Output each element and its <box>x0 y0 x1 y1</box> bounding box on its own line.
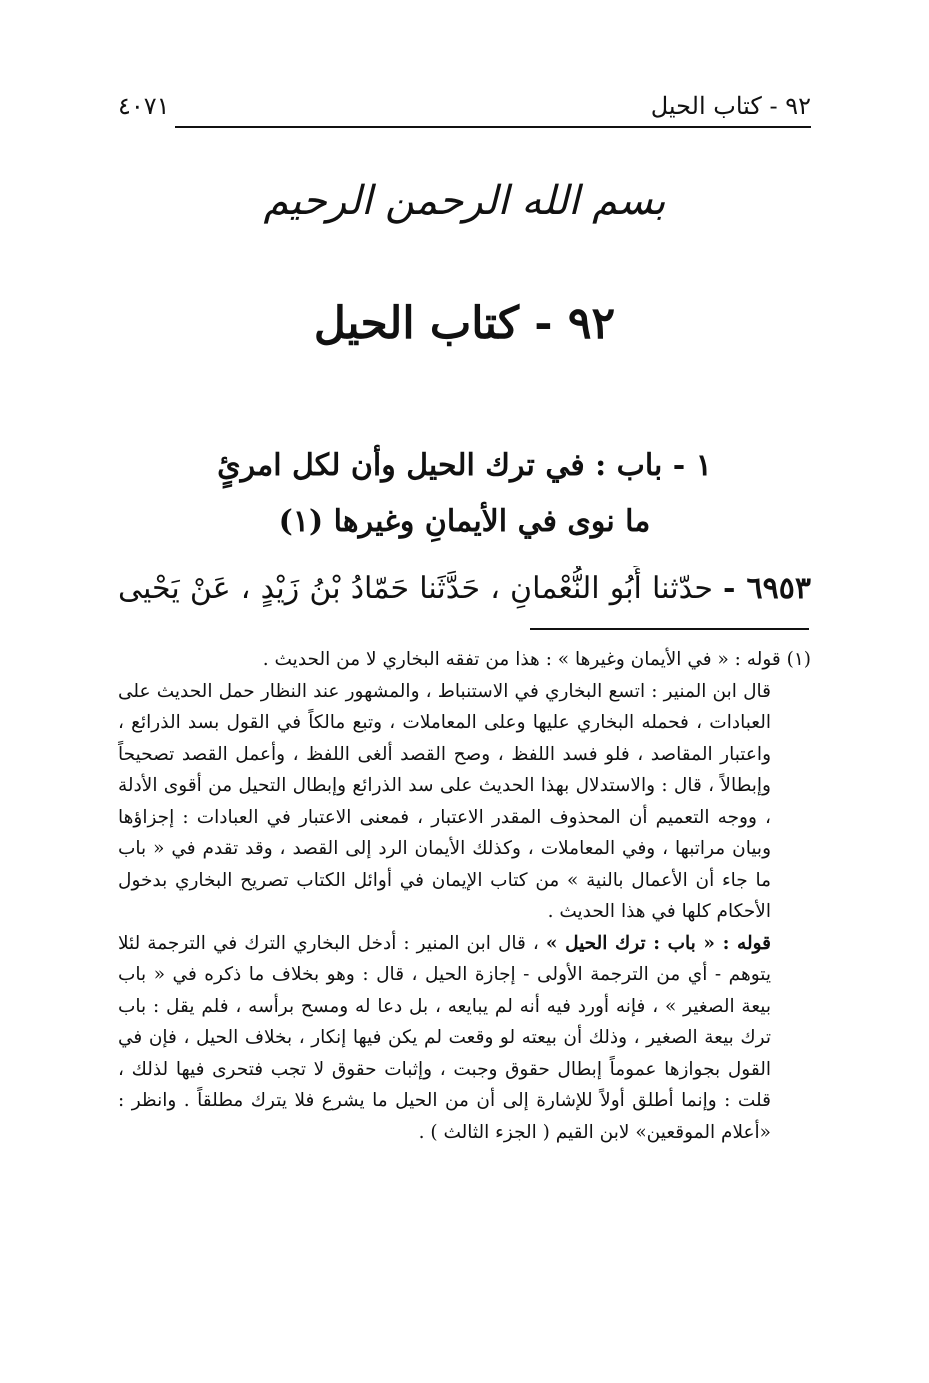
hadith-text <box>118 566 811 612</box>
basmala: بسم الله الرحمن الرحيم <box>263 178 666 224</box>
footnote-rule <box>530 628 809 630</box>
running-title: ٩٢ - كتاب الحيل <box>650 92 811 120</box>
footnote-paragraph-1: قال ابن المنير : اتسع البخاري في الاستنباط ، والمشهور عند النظار حمل الحديث على العبادات ، فحمله البخاري عليها وعلى المعاملات ، وتبع مالكاً في القول بسد الذرائع ، واعتبار المقاصد ، فلو فسد اللفظ ، وصح القصد ألغى اللفظ ، وأعمل القصد تصحيحاً وإبطالاً ، قال : والاستدلال بهذا الحديث على سد الذرائع وإبطال التحيل من أقوى الأدلة ، ووجه التعميم أن المحذوف المقدر الاعتبار ، فمعنى الاعتبار في العبادات : إجزاؤها وبيان مراتبها ، وفي المعاملات ، وكذلك الأيمان الرد إلى القصد ، وقد تقدم في « باب ما جاء أن الأعمال بالنية » من كتاب الإيمان في أوائل الكتاب تصريح البخاري بدخول الأحكام كلها في هذا الحديث . <box>118 680 771 922</box>
running-header <box>118 84 811 128</box>
book-title: ٩٢ - كتاب الحيل <box>313 298 616 349</box>
chapter-title-line2: ما نوى في الأيمانِ وغيرها (١) <box>278 504 651 539</box>
page-number: ٤٠٧١ <box>118 92 170 120</box>
footnote-paragraph-2 <box>118 928 811 1149</box>
footnote-paragraph-2-text: ، قال ابن المنير : أدخل البخاري الترك في الترجمة لئلا يتوهم - أي من الترجمة الأولى - إجازة الحيل ، قال : وهو بخلاف ما ذكره في « باب بيعة الصغير » ، فإنه أورد فيه أنه لم يبايعه ، بل دعا له ومسح برأسه ، فلم يقل : باب ترك بيعة الصغير ، وذلك أن بيعته لو وقعت لم يكن فيها إنكار ، بخلاف الحيل ، فإن في القول بجوازها عموماً إبطال حقوق وجبت ، وإثبات حقوق لا تجب فتحرى فيها لذلك ، قلت : وإنما أطلق أولاً للإشارة إلى أن من الحيل ما يشرع فلا يترك مطلقاً . وانظر : «أعلام الموقعين» لابن القيم ( الجزء الثالث ) . <box>118 932 771 1143</box>
footnote-1 <box>118 644 811 676</box>
footnotes <box>118 644 811 1148</box>
footnote-paragraph-2-lead: قوله : « باب : ترك الحيل » <box>545 932 771 954</box>
hadith-chain: حدّثنا أَبُو النُّعْمانِ ، حَدَّثَنا حَمّادُ بْنُ زَيْدٍ ، عَنْ يَحْيى <box>118 571 713 606</box>
header-rule <box>175 126 811 128</box>
chapter-title-line1: ١ - باب : في ترك الحيل وأن لكل امرئٍ <box>217 448 712 483</box>
hadith-number: ٦٩٥٣ - <box>723 571 811 606</box>
footnote-marker: (١) <box>786 649 811 670</box>
chapter-title <box>120 438 809 550</box>
footnote-1-text: قوله : « في الأيمان وغيرها » : هذا من تفقه البخاري لا من الحديث . <box>262 649 781 670</box>
